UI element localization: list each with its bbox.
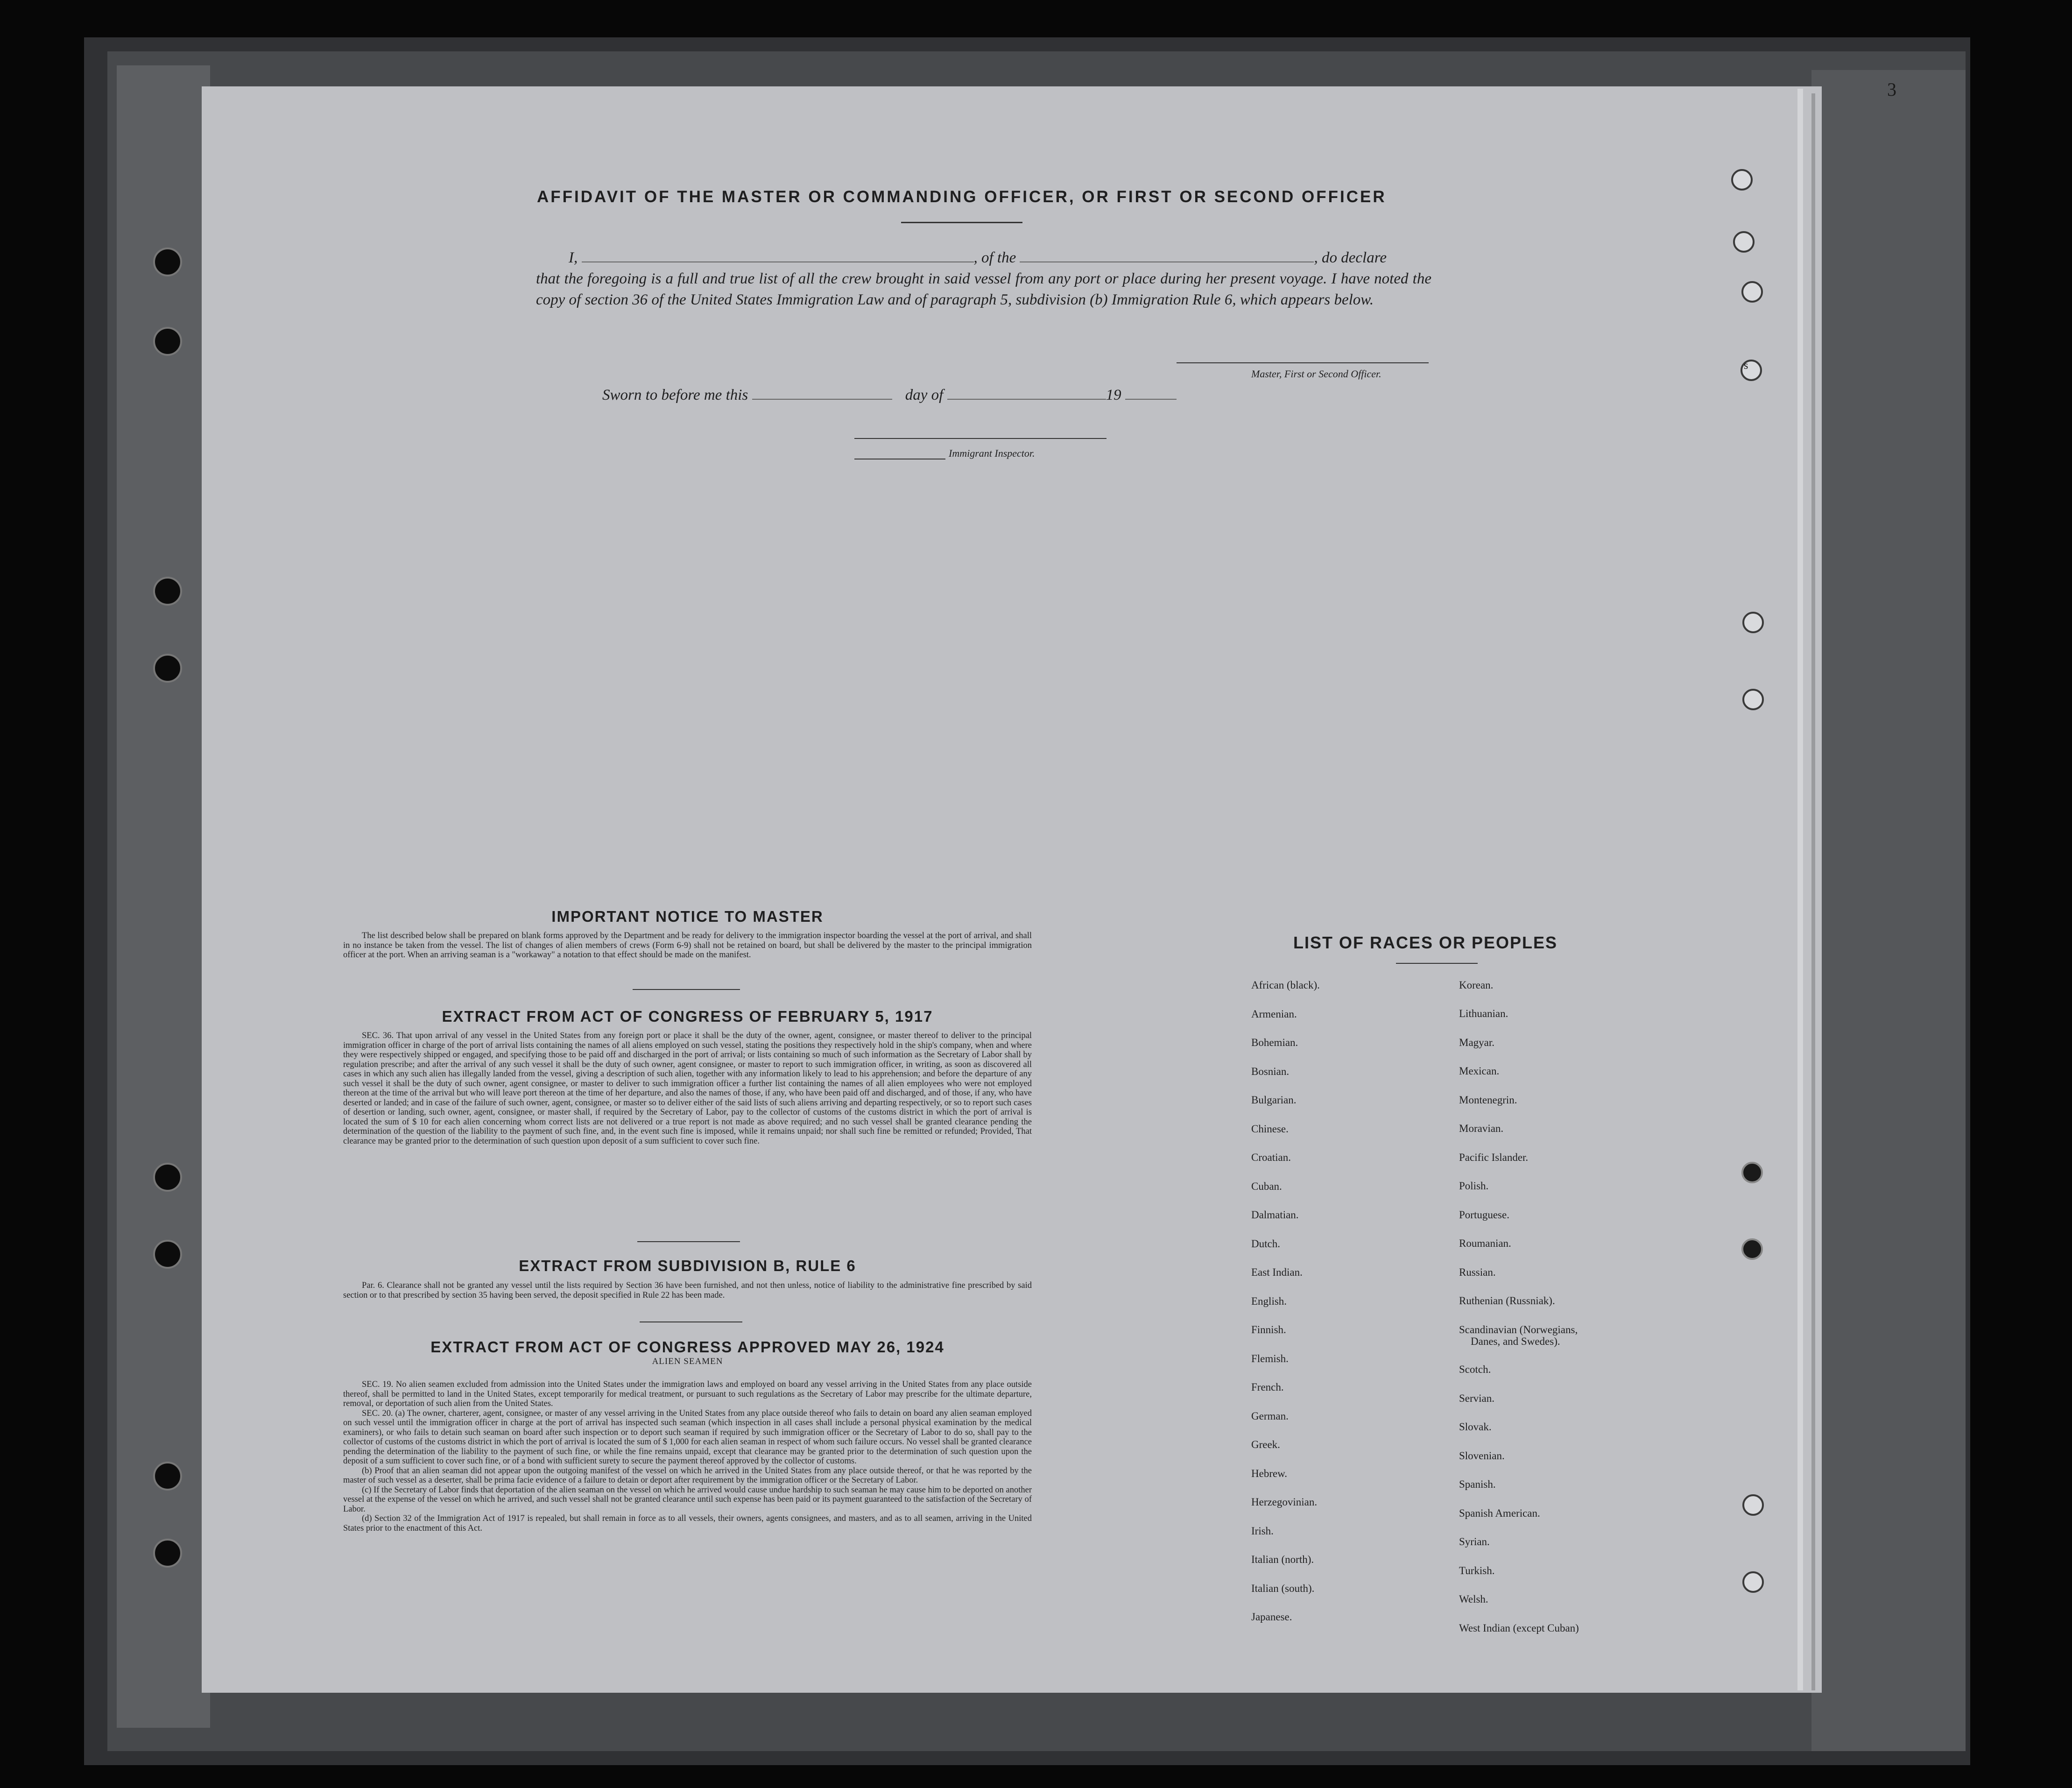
page-number-stamp: 3 <box>1887 79 1896 100</box>
day-blank <box>752 388 892 400</box>
race-item: Finnish. <box>1251 1324 1286 1336</box>
binder-hole <box>153 327 182 356</box>
race-item: Hebrew. <box>1251 1467 1288 1479</box>
race-item: Portuguese. <box>1459 1209 1509 1221</box>
name-blank <box>582 249 974 262</box>
binder-hole <box>153 247 182 276</box>
binder-hole <box>153 577 182 606</box>
punch-hole <box>1741 1238 1763 1260</box>
punch-hole <box>1741 1162 1763 1183</box>
race-item: Roumanian. <box>1459 1237 1511 1249</box>
race-item: Scandinavian (Norwegians, <box>1459 1324 1578 1336</box>
race-item: Armenian. <box>1251 1008 1297 1020</box>
section-rule <box>637 1241 740 1242</box>
race-item: Dutch. <box>1251 1237 1280 1250</box>
race-item: Japanese. <box>1251 1611 1292 1623</box>
race-item: Syrian. <box>1459 1536 1490 1548</box>
race-item: Polish. <box>1459 1180 1489 1192</box>
master-label: Master, First or Second Officer. <box>1251 368 1381 380</box>
rule6-title: EXTRACT FROM SUBDIVISION B, RULE 6 <box>519 1257 856 1274</box>
race-item: Cuban. <box>1251 1180 1282 1192</box>
race-item: Danes, and Swedes). <box>1471 1336 1560 1347</box>
act1924-subtitle: ALIEN SEAMEN <box>652 1357 723 1366</box>
race-item: Slovenian. <box>1459 1450 1505 1462</box>
inspector-label: Immigrant Inspector. <box>949 447 1035 459</box>
punch-hole <box>1733 231 1755 253</box>
race-item: Chinese. <box>1251 1123 1289 1135</box>
affidavit-title: AFFIDAVIT OF THE MASTER OR COMMANDING OFFICER, OR FIRST OR SECOND OFFICER <box>537 188 1387 206</box>
sworn-prefix: Sworn to before me this <box>602 387 748 403</box>
punch-hole <box>1731 169 1753 191</box>
page-edge <box>1811 93 1815 1690</box>
notice-title: IMPORTANT NOTICE TO MASTER <box>551 908 824 925</box>
master-signature-line <box>1177 362 1429 363</box>
race-item: Servian. <box>1459 1392 1495 1404</box>
act1924-sec20c: (c) If the Secretary of Labor finds that deportation of the alien seaman on the vessel on which he arrived would cause undue hardship to such seaman he may cause him to be deported on another vessel at the expense of the vessel on which he arrived, and such vessel shall not be granted clearance until such expense has been paid or its payment guaranteed to the satisfaction of the Secretary of Labor. <box>343 1485 1032 1514</box>
race-item: Bohemian. <box>1251 1037 1298 1048</box>
punch-hole <box>1742 1494 1764 1516</box>
affidavit-i: I, <box>569 249 578 266</box>
binder-hole <box>153 1539 182 1568</box>
race-item: Slovak. <box>1459 1421 1492 1433</box>
act1917-title: EXTRACT FROM ACT OF CONGRESS OF FEBRUARY 5, 1917 <box>442 1008 933 1025</box>
inspector-signature-line <box>854 438 1106 439</box>
sworn-year: 19 <box>1106 387 1121 403</box>
affidavit-text <box>536 247 1431 311</box>
section-rule <box>633 989 740 990</box>
race-item: Bosnian. <box>1251 1065 1290 1077</box>
race-item: Mexican. <box>1459 1065 1500 1077</box>
binder-hole <box>153 1462 182 1491</box>
act1924-title: EXTRACT FROM ACT OF CONGRESS APPROVED MAY 26, 1924 <box>430 1338 944 1356</box>
binder-board-right <box>1811 70 1966 1751</box>
act1924-text <box>343 1380 1032 1533</box>
race-item: Croatian. <box>1251 1152 1291 1163</box>
punch-hole <box>1742 612 1764 633</box>
year-blank <box>1125 388 1177 400</box>
race-item: Korean. <box>1459 979 1494 991</box>
binder-hole <box>153 654 182 683</box>
affidavit-body: that the foregoing is a full and true list of all the crew brought in said vessel from any port or place during her present voyage. I have noted the copy of section 36 of the United States Immigration Law and of paragraph 5, subdivision (b) Immigration Rule 6, which appears below. <box>536 270 1431 308</box>
act1917-text: SEC. 36. That upon arrival of any vessel in the United States from any foreign port or place it shall be the duty of the owner, agent, consignee, or master thereof to deliver to the principal immigration officer in charge of the port of arrival lists containing the names of all aliens employed on such vessel, stating the positions they respectively hold in the ship's company, when and where they were respectively shipped or engaged, and specifying those to be paid off and discharged in the port of arrival; or lists containing so much of such information as the Secretary of Labor shall by regulation prescribe; and after the arrival of any such vessel it shall be the duty of such owner, agent consignee, or master to report to such immigration officer, in writing, as soon as discovered all cases in which any such alien has illegally landed from the vessel, giving a description of such alien, together with any information likely to lead to his apprehension; and before the departure of any such vessel it shall be the duty of such owner, agent consignee, or master to deliver to such immigration officer a further list containing the names of all alien employees who were not employed thereon at the time of the arrival but who will leave port thereon at the time of her departure, and also the names of those, if any, who have been paid off and discharged, and of those, if any, who have deserted or landed; and in case of the failure of such owner, agent, consignee, or master so to deliver either of the said lists of such aliens arriving and departing respectively, or so to report such cases of desertion or landing, such owner, agent, consignee, or master shall, if required by the Secretary of Labor, pay to the collector of customs of the customs district in which the port of arrival is located the sum of $ 10 for each alien concerning whom correct lists are not delivered or a true report is not made as above required; and no such vessel shall be granted clearance pending the determination of the question of the liability to the payment of such fine, and, in the event such fine is imposed, while it remains unpaid; nor shall such fine be remitted or refunded; Provided, That clearance may be granted prior to the determination of such question upon deposit of a sum sufficient to cover such fine. <box>343 1031 1032 1146</box>
affidavit-declare: , do declare <box>1314 249 1387 266</box>
race-item: African (black). <box>1251 979 1320 991</box>
races-rule <box>1396 963 1478 964</box>
race-item: Dalmatian. <box>1251 1209 1299 1221</box>
notice-text: The list described below shall be prepared on blank forms approved by the Department and be ready for delivery to the immigration inspector boarding the vessel at the port of arrival, and shall in no instance be taken from the vessel. The list of changes of alien members of crews (Form 6-9) shall not be retained on board, but shall be delivered by the master to the principal immigration officer at the port. When an arriving seaman is a "workaway" a notation to that effect should be made on the manifest. <box>343 931 1032 960</box>
binder-hole <box>153 1163 182 1192</box>
race-item: Moravian. <box>1459 1123 1504 1134</box>
race-item: Magyar. <box>1459 1037 1495 1048</box>
race-item: French. <box>1251 1381 1284 1393</box>
month-blank <box>947 388 1106 400</box>
race-item: Italian (south). <box>1251 1582 1315 1594</box>
race-item: West Indian (except Cuban) <box>1459 1622 1579 1634</box>
vessel-blank <box>1020 249 1314 262</box>
sworn-line <box>602 387 1177 404</box>
affidavit-of-the: , of the <box>973 249 1016 266</box>
race-item: German. <box>1251 1410 1289 1422</box>
race-item: East Indian. <box>1251 1266 1303 1278</box>
race-item: Lithuanian. <box>1459 1008 1508 1019</box>
race-item: Italian (north). <box>1251 1554 1314 1565</box>
race-item: Spanish American. <box>1459 1507 1540 1519</box>
race-item: Flemish. <box>1251 1352 1289 1364</box>
hole-mark: s <box>1744 360 1748 372</box>
act1924-sec20d: (d) Section 32 of the Immigration Act of 1917 is repealed, but shall remain in force as to all vessels, their owners, agents consignees, and masters, and as to all seamen, arriving in the United States prior to the enactment of this Act. <box>343 1514 1032 1533</box>
race-item: Greek. <box>1251 1439 1280 1450</box>
race-item: Pacific Islander. <box>1459 1152 1529 1163</box>
rule6-text: Par. 6. Clearance shall not be granted any vessel until the lists required by Section 36 have been furnished, and not then unless, notice of liability to the administrative fine prescribed by said section or to that prescribed by section 35 having been served, the deposit specified in Rule 22 has been made. <box>343 1281 1032 1300</box>
punch-hole <box>1741 281 1763 303</box>
race-item: Russian. <box>1459 1266 1496 1278</box>
act1924-sec20a: SEC. 20. (a) The owner, charterer, agent, consignee, or master of any vessel arriving in the United States from any place outside thereof who fails to detain on board any alien seaman employed on such vessel until the immigration officer in charge at the port of arrival has inspected such seaman (which inspection in all cases shall include a personal physical examination by the medical examiners), or who fails to detain such seaman on board after such inspection or to deport such seaman if required by such immigration officer or the Secretary of Labor to do so, shall pay to the collector of customs of the customs district in which the port of arrival is located the sum of $ 1,000 for each alien seaman in respect of whom such failure occurs. No vessel shall be granted clearance pending the determination of the liability to the payment of such fine, or while the fine remains unpaid, except that clearance may be granted prior to the determination of such question upon the deposit of a sum sufficient to cover such fine, or of a bond with sufficient surety to secure the payment thereof approved by the collector of customs. <box>343 1408 1032 1466</box>
race-item: English. <box>1251 1295 1287 1307</box>
race-item: Scotch. <box>1459 1364 1491 1375</box>
sworn-day-of: day of <box>905 387 944 403</box>
act1924-sec20b: (b) Proof that an alien seaman did not appear upon the outgoing manifest of the vessel on which he arrived in the United States from any place outside thereof, or that he was reported by the master of such vessel as a deserter, shall be prima facie evidence of a failure to detain or deport after requirement by the immigration officer or the Secretary of Labor. <box>343 1466 1032 1485</box>
race-item: Bulgarian. <box>1251 1094 1297 1106</box>
race-item: Irish. <box>1251 1525 1274 1537</box>
punch-hole <box>1742 1571 1764 1593</box>
race-item: Turkish. <box>1459 1565 1495 1576</box>
race-item: Welsh. <box>1459 1593 1488 1605</box>
race-item: Herzegovinian. <box>1251 1496 1318 1508</box>
races-title: LIST OF RACES OR PEOPLES <box>1293 933 1558 952</box>
act1924-sec19: SEC. 19. No alien seamen excluded from admission into the United States under the immigration laws and employed on board any vessel arriving in the United States from any place outside thereof, shall be permitted to land in the United States, except temporarily for medical treatment, or pursuant to such regulations as the Secretary of Labor may prescribe for the ultimate departure, removal, or deportation of such alien from the United States. <box>343 1380 1032 1408</box>
title-rule <box>901 222 1022 223</box>
page-edge <box>1797 89 1803 1690</box>
race-item: Montenegrin. <box>1459 1094 1517 1106</box>
race-item: Spanish. <box>1459 1478 1496 1490</box>
race-item: Ruthenian (Russniak). <box>1459 1295 1555 1307</box>
binder-hole <box>153 1240 182 1269</box>
punch-hole <box>1742 689 1764 710</box>
